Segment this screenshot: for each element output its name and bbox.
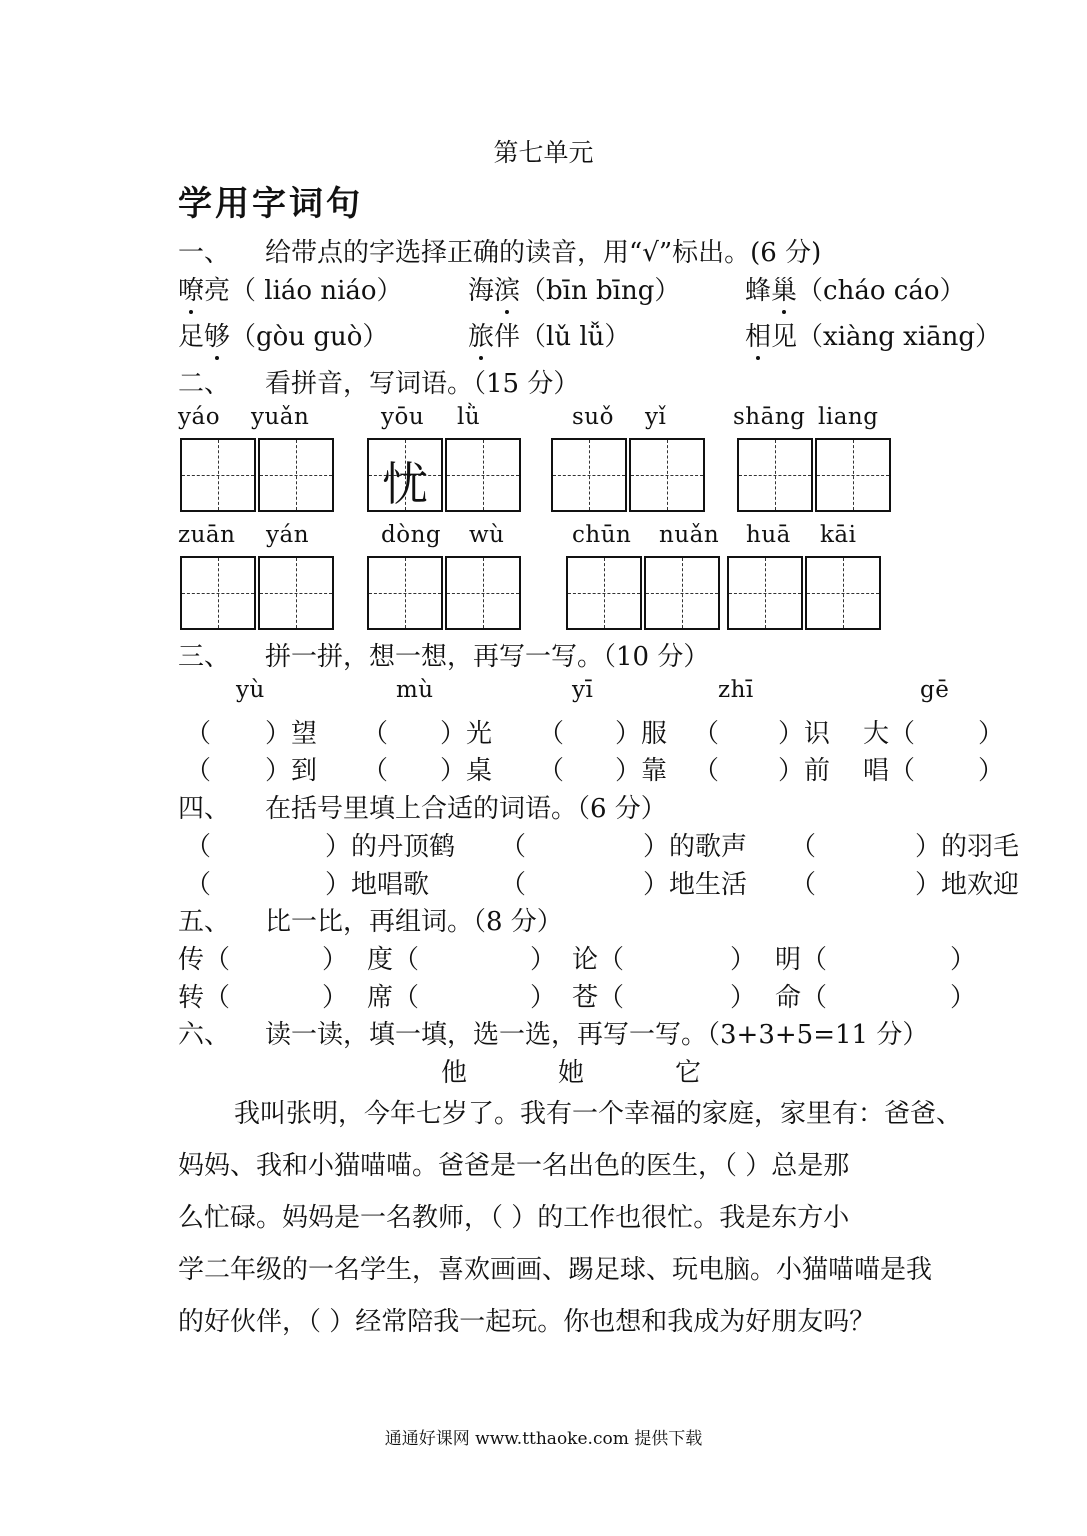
bracket: （ (790, 832, 817, 862)
q4-phrase: ）的丹顶鹤 (325, 832, 456, 862)
writing-grid[interactable] (258, 556, 334, 630)
q3-word: ）靠 (615, 756, 668, 786)
q5-char: 转（ (178, 983, 231, 1013)
q3-word: ）服 (615, 719, 668, 749)
writing-grid[interactable] (180, 438, 256, 512)
q5-label: 五、 (178, 907, 231, 937)
pinyin-label: yán (266, 522, 310, 548)
story-line: 学二年级的一名学生，喜欢画画、踢足球、玩电脑。小猫喵喵是我 (178, 1255, 933, 1285)
writing-grid[interactable] (566, 556, 642, 630)
pinyin-label: shāng (733, 404, 806, 430)
story-line: 我叫张明，今年七岁了。我有一个幸福的家庭，家里有：爸爸、 (234, 1099, 963, 1129)
pinyin-label: yuǎn (251, 404, 310, 430)
pinyin-label: yōu (381, 404, 425, 430)
q5-char: 苍（ (572, 983, 625, 1013)
pinyin-label: chūn (572, 522, 632, 548)
bracket: （ (538, 756, 565, 786)
q5-char: 传（ (178, 945, 231, 975)
writing-grid[interactable] (815, 438, 891, 512)
bracket: ） (530, 983, 557, 1013)
story-line: 的好伙伴，（ ）经常陪我一起玩。你也想和我成为好朋友吗？ (178, 1307, 876, 1337)
pinyin-options: （lǔ lǚ） (520, 322, 631, 352)
pinyin-options: （xiàng xiāng） (797, 322, 1002, 352)
pinyin-label: yǐ (645, 404, 667, 430)
q4-label: 四、 (178, 794, 231, 824)
writing-grid[interactable] (258, 438, 334, 512)
pinyin-options: （ liáo niáo） (230, 276, 403, 306)
writing-grid[interactable] (445, 556, 521, 630)
q3-word: 唱（ (863, 756, 916, 786)
bracket: ） (730, 945, 757, 975)
bracket: ） (978, 719, 1005, 749)
q5-char: 明（ (775, 945, 828, 975)
bracket: ） (730, 983, 757, 1013)
bracket: （ (185, 719, 212, 749)
writing-grid[interactable] (805, 556, 881, 630)
q3-word: ）到 (265, 756, 318, 786)
q4-phrase: ）地生活 (643, 870, 748, 900)
pinyin-label: liang (818, 404, 879, 430)
pronoun-choice: 它 (675, 1058, 702, 1088)
bracket: （ (693, 719, 720, 749)
q4-phrase: ）的歌声 (643, 832, 748, 862)
q1-item: 足够（gòu guò） (178, 316, 388, 353)
pinyin-options: （bīn bīng） (520, 276, 681, 306)
q1-item: 海滨（bīn bīng） (468, 270, 680, 307)
writing-grid[interactable] (367, 556, 443, 630)
story-line: 么忙碌。妈妈是一名教师，（ ）的工作也很忙。我是东方小 (178, 1203, 850, 1233)
bracket: （ (500, 870, 527, 900)
q1-item: 相见（xiàng xiāng） (745, 316, 1001, 353)
pinyin-label: huā (746, 522, 791, 548)
pinyin-label: nuǎn (659, 522, 720, 548)
q4-instruction: 在括号里填上合适的词语。（6 分） (265, 794, 667, 824)
q5-char: 席（ (367, 983, 420, 1013)
bracket: （ (362, 756, 389, 786)
q1-item: 蜂巢（cháo cáo） (745, 270, 965, 307)
q5-instruction: 比一比，再组词。（8 分） (265, 907, 563, 937)
bracket: （ (185, 832, 212, 862)
bracket: ） (978, 756, 1005, 786)
pinyin-label: gē (920, 677, 950, 703)
q6-instruction: 读一读，填一填，选一选，再写一写。（3+3+5=11 分） (265, 1020, 929, 1050)
q1-item: 嘹亮（ liáo niáo） (178, 270, 403, 307)
q4-phrase: ）的羽毛 (915, 832, 1020, 862)
q5-char: 度（ (367, 945, 420, 975)
pinyin-options: （cháo cáo） (797, 276, 966, 306)
bracket: ） (950, 983, 977, 1013)
writing-grid[interactable] (737, 438, 813, 512)
pinyin-label: zuān (178, 522, 236, 548)
q3-word: ）桌 (440, 756, 493, 786)
bracket: （ (500, 832, 527, 862)
pinyin-label: yáo (178, 404, 221, 430)
pinyin-label: mù (396, 677, 434, 703)
bracket: ） (322, 945, 349, 975)
pinyin-label: kāi (820, 522, 857, 548)
q3-instruction: 拼一拼，想一想，再写一写。（10 分） (265, 642, 710, 672)
writing-grid[interactable] (727, 556, 803, 630)
q1-instruction: 给带点的字选择正确的读音，用“√”标出。(6 分) (265, 238, 822, 268)
bracket: （ (790, 870, 817, 900)
writing-grid[interactable] (644, 556, 720, 630)
page-title: 第七单元 (493, 138, 594, 167)
story-line: 妈妈、我和小猫喵喵。爸爸是一名出色的医生，（ ）总是那 (178, 1151, 850, 1181)
q5-char: 命（ (775, 983, 828, 1013)
q2-instruction: 看拼音，写词语。（15 分） (265, 369, 580, 399)
bracket: （ (693, 756, 720, 786)
q4-phrase: ）地欢迎 (915, 870, 1020, 900)
story-paragraph (178, 1088, 1038, 1348)
bracket: ） (530, 945, 557, 975)
pinyin-label: zhī (718, 677, 754, 703)
q3-word: ）识 (778, 719, 831, 749)
q2-label: 二、 (178, 369, 231, 399)
writing-grid[interactable] (445, 438, 521, 512)
pinyin-label: lǜ (457, 404, 481, 430)
pinyin-label: dòng (381, 522, 442, 548)
pinyin-label: yù (236, 677, 265, 703)
bracket: ） (950, 945, 977, 975)
pronoun-choice: 他 (441, 1058, 468, 1088)
pronoun-choice: 她 (558, 1058, 585, 1088)
q5-char: 论（ (572, 945, 625, 975)
pinyin-label: yī (572, 677, 594, 703)
q3-label: 三、 (178, 642, 231, 672)
pinyin-options: （gòu guò） (230, 322, 389, 352)
writing-grid-filled[interactable] (367, 438, 443, 512)
q6-label: 六、 (178, 1020, 231, 1050)
writing-grid[interactable] (551, 438, 627, 512)
q3-word: 大（ (863, 719, 916, 749)
pinyin-label: suǒ (572, 404, 614, 430)
bracket: （ (185, 870, 212, 900)
q4-phrase: ）地唱歌 (325, 870, 430, 900)
filled-character: 忧 (382, 457, 428, 511)
writing-grid[interactable] (180, 556, 256, 630)
q1-label: 一、 (178, 238, 231, 268)
q3-word: ）前 (778, 756, 831, 786)
q1-item: 旅伴（lǔ lǚ） (468, 316, 630, 353)
q3-word: ）光 (440, 719, 493, 749)
section-heading: 学用字词句 (178, 184, 363, 224)
pinyin-label: wù (469, 522, 505, 548)
footer-credit: 通通好课网 www.tthaoke.com 提供下载 (384, 1429, 703, 1449)
bracket: （ (538, 719, 565, 749)
q3-word: ）望 (265, 719, 318, 749)
bracket: （ (185, 756, 212, 786)
writing-grid[interactable] (629, 438, 705, 512)
bracket: （ (362, 719, 389, 749)
bracket: ） (322, 983, 349, 1013)
